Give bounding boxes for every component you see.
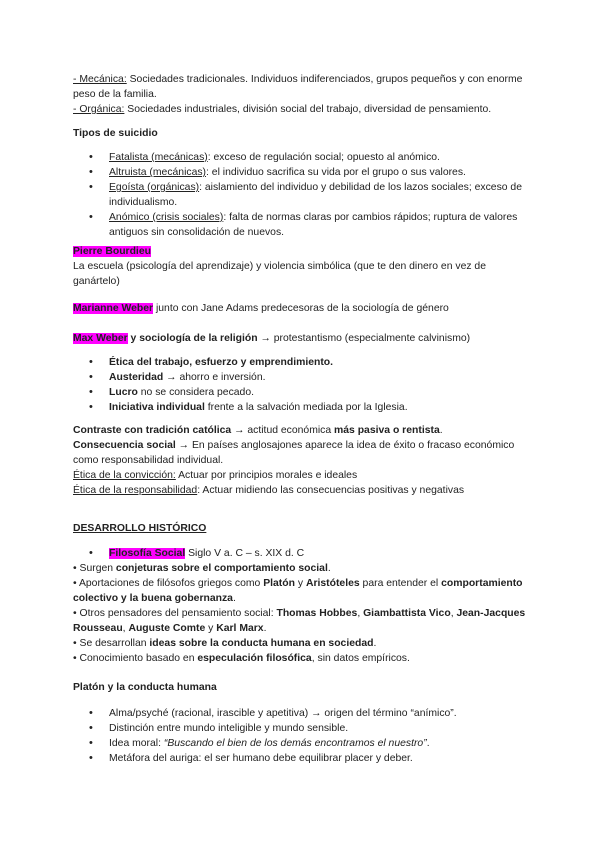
bold-text: Aristóteles (305, 578, 360, 589)
maxweber-title-rest: y sociología de la religión (127, 333, 258, 344)
platon-heading: Platón y la conducta humana (73, 682, 217, 693)
contraste-paragraph (73, 423, 533, 438)
mecanica-label: - Mecánica: (73, 74, 127, 85)
list-item: • Distinción entre mundo inteligible y mundo sensible. (73, 721, 533, 736)
text: • Otros pensadores del pensamiento social: (73, 608, 277, 619)
text: , (357, 608, 364, 619)
conviccion-text: Actuar por principios morales e ideales (175, 470, 358, 481)
mecanica-paragraph (73, 72, 533, 102)
text: • Conocimiento basado en (73, 653, 198, 664)
italic-quote: “Buscando el bien de los demás encontramos el nuestro” (163, 738, 427, 749)
text: . (426, 738, 430, 749)
conviccion-paragraph (73, 468, 533, 483)
suicidio-text: : exceso de regulación social; opuesto al anómico. (207, 152, 440, 163)
bold-text: conjeturas sobre el comportamiento social (115, 563, 328, 574)
maxweber-notes (73, 423, 533, 498)
filosofia-label: Filosofía Social (109, 548, 186, 559)
consecuencia-text: → En países anglosajones aparece la idea de éxito o fracaso económico como responsabilidad individual. (73, 440, 515, 466)
maxweber-arrow-text: → protestantismo (especialmente calvinismo) (257, 333, 471, 344)
list-item (73, 165, 533, 180)
bold-text: Giambattista Vico (363, 608, 451, 619)
bourdieu-text: La escuela (psicología del aprendizaje) y violencia simbólica (que te den dinero en vez de ganártelo) (73, 261, 486, 287)
weber-item-text: → ahorro e inversión. (163, 372, 266, 383)
list-item (73, 180, 533, 210)
filosofia-list (73, 546, 533, 561)
desarrollo-line-3 (73, 606, 533, 636)
list-item (73, 546, 533, 561)
list-item: • Alma/psyché (racional, irascible y apetitiva) → origen del término “anímico”. (73, 706, 533, 721)
responsabilidad-label: Ética de la responsabilidad (73, 485, 198, 496)
suicidio-label: Fatalista (mecánicas) (109, 152, 208, 163)
bold-text: comportamiento colectivo y la buena gobernanza (73, 578, 523, 604)
list-item (73, 385, 533, 400)
maxweber-name: Max Weber (73, 333, 128, 344)
desarrollo-line-2 (73, 576, 533, 606)
desarrollo-lines (73, 561, 533, 666)
text: • Surgen (73, 563, 116, 574)
suicidio-text: : el individuo sacrifica su vida por el grupo o sus valores. (206, 167, 466, 178)
bourdieu-name: Pierre Bourdieu (73, 246, 151, 257)
suicidio-label: Egoísta (orgánicas) (109, 182, 200, 193)
organica-label: - Orgánica: (73, 104, 125, 115)
bold-text: Platón (263, 578, 295, 589)
conviccion-label: Ética de la convicción: (73, 470, 176, 481)
organica-paragraph (73, 102, 533, 117)
contraste-end: . (439, 425, 443, 436)
text: . (373, 638, 377, 649)
contraste-bold: Contraste con tradición católica (73, 425, 232, 436)
list-item (73, 400, 533, 415)
intro-section (73, 72, 533, 117)
text: , (122, 623, 129, 634)
text: . (263, 623, 267, 634)
suicidio-heading: Tipos de suicidio (73, 128, 158, 139)
text: y (294, 578, 306, 589)
marianne-paragraph (73, 301, 533, 316)
marianne-name: Marianne Weber (73, 303, 154, 314)
list-item: • Metáfora del auriga: el ser humano debe equilibrar placer y deber. (73, 751, 533, 766)
responsabilidad-text: : Actuar midiendo las consecuencias positivas y negativas (197, 485, 465, 496)
weber-item-bold: Ética del trabajo, esfuerzo y emprendimiento. (109, 357, 334, 368)
marianne-text: junto con Jane Adams predecesoras de la sociología de género (153, 303, 449, 314)
bold-text: ideas sobre la conducta humana en sociedad (149, 638, 374, 649)
weber-item-bold: Lucro (109, 387, 138, 398)
suicidio-label: Anómico (crisis sociales) (109, 212, 224, 223)
desarrollo-line-4 (73, 636, 533, 651)
text: . (327, 563, 331, 574)
text: • Aportaciones de filósofos griegos como (73, 578, 264, 589)
weber-item-bold: Iniciativa individual (109, 402, 205, 413)
text: , (450, 608, 457, 619)
list-item (73, 210, 533, 240)
desarrollo-line-1 (73, 561, 533, 576)
contraste-bold-2: más pasiva o rentista (334, 425, 440, 436)
platon-list (73, 706, 533, 766)
bold-text: Auguste Comte (128, 623, 206, 634)
bold-text: Thomas Hobbes (276, 608, 358, 619)
list-item (73, 150, 533, 165)
bold-text: especulación filosófica (197, 653, 312, 664)
text: • Se desarrollan (73, 638, 150, 649)
maxweber-list (73, 355, 533, 415)
text: y (205, 623, 217, 634)
suicidio-label: Altruista (mecánicas) (109, 167, 207, 178)
weber-item-text: no se considera pecado. (137, 387, 254, 398)
desarrollo-heading: DESARROLLO HISTÓRICO (73, 523, 207, 534)
responsabilidad-paragraph (73, 483, 533, 498)
consecuencia-bold: Consecuencia social (73, 440, 176, 451)
suicidio-list (73, 150, 533, 240)
list-item (73, 736, 533, 751)
desarrollo-line-5 (73, 651, 533, 666)
suicidio-text: : falta de normas claras por cambios rápidos; ruptura de valores antiguos sin consolidación de nuevos. (109, 212, 518, 238)
filosofia-text: Siglo V a. C – s. XIX d. C (185, 548, 305, 559)
mecanica-text: Sociedades tradicionales. Individuos indiferenciados, grupos pequeños y con enorme peso de la familia. (73, 74, 523, 100)
bourdieu-section (73, 244, 533, 289)
text: Idea moral: (109, 738, 164, 749)
suicidio-text: : aislamiento del individuo y debilidad de los lazos sociales; exceso de individualismo. (109, 182, 522, 208)
consecuencia-paragraph (73, 438, 533, 468)
text: para entender el (359, 578, 442, 589)
weber-item-bold: Austeridad (109, 372, 164, 383)
weber-item-text: frente a la salvación mediada por la Iglesia. (204, 402, 408, 413)
list-item (73, 370, 533, 385)
bold-text: Karl Marx (216, 623, 264, 634)
contraste-text: → actitud económica (231, 425, 335, 436)
maxweber-heading (73, 331, 533, 346)
organica-text: Sociedades industriales, división social del trabajo, diversidad de pensamiento. (124, 104, 492, 115)
list-item (73, 355, 533, 370)
bold-text: Jean-Jacques Rousseau (73, 608, 526, 634)
text: , sin datos empíricos. (311, 653, 410, 664)
text: . (232, 593, 236, 604)
